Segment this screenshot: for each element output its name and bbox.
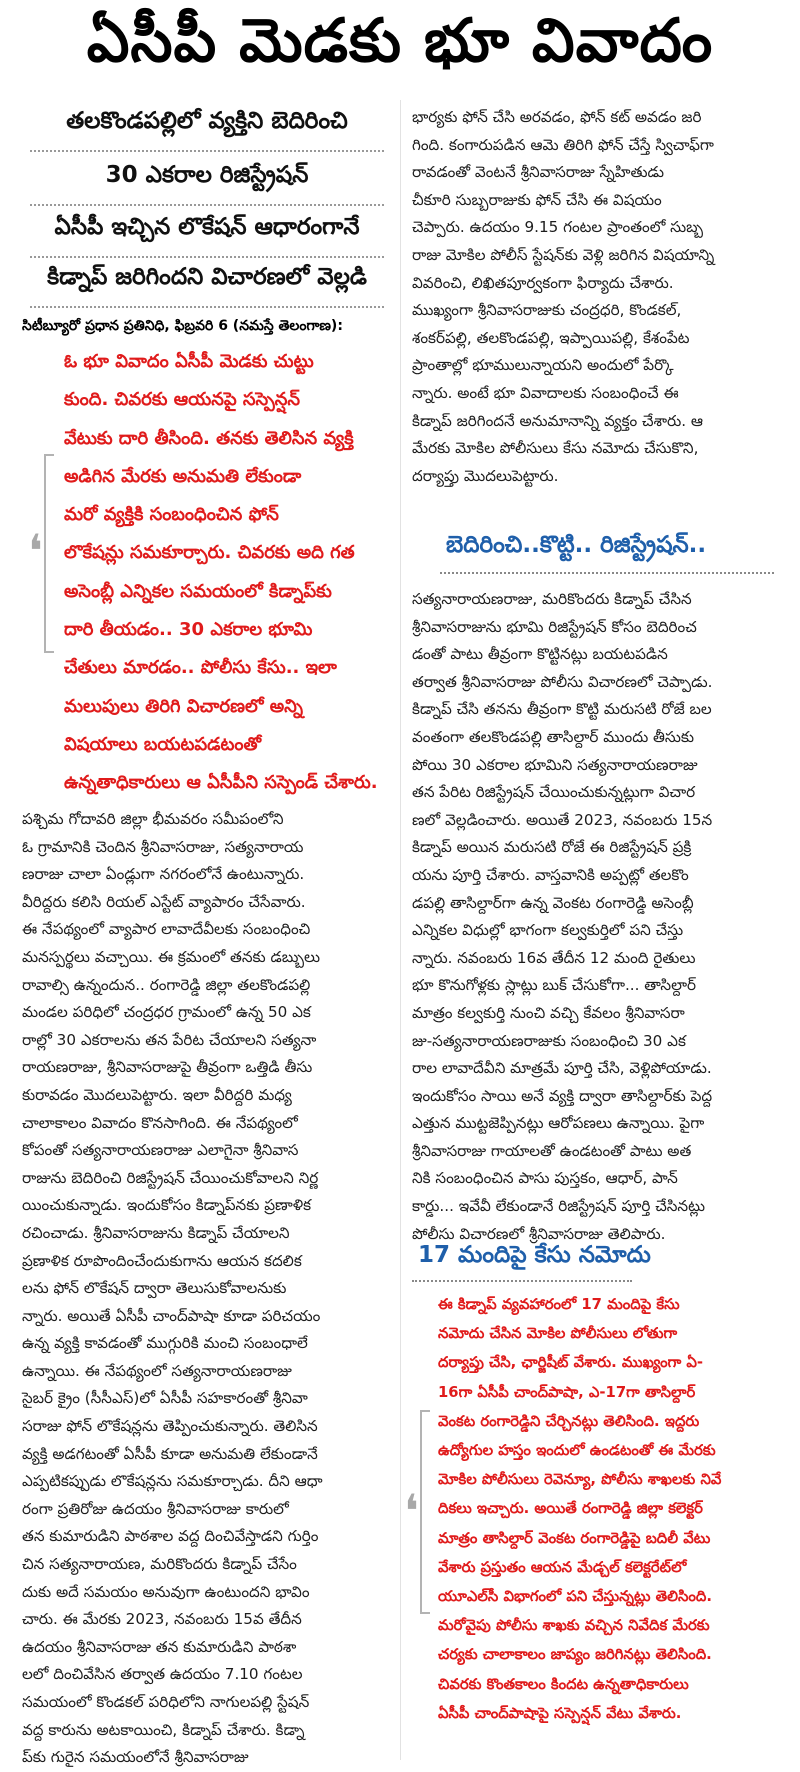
column-divider <box>400 100 401 1760</box>
body-line: రావాల్సి ఉన్నందున.. రంగారెడ్డి జిల్లా తలకొండపల్లి <box>22 975 311 994</box>
body-line: శ్రీనివాసరాజును భూమి రిజిస్ట్రేషన్ కోసం బెదిరించ <box>412 617 697 636</box>
body-line: జు-సత్యనారాయణరాజుకు సంబంధించి 30 ఎక <box>412 1031 686 1050</box>
subhead-underline <box>440 572 774 574</box>
body-line: ప్రాంతాల్లో భూములున్నాయని అందులో పేర్కొ <box>412 356 674 375</box>
pull-quote-line: చివరకు కొంతకాలం కిందట ఉన్నతాధికారులు <box>438 1675 689 1693</box>
pull-quote-line: చర్యకు చాలాకాలం జాప్యం జరిగినట్లు తెలిసింది. <box>438 1646 712 1664</box>
body-line: సైబర్ క్రైం (సీసీఎస్)లో ఏసీపీ సహకారంతో శ్రీనివా <box>22 1389 308 1408</box>
body-line: చీకూరి సుబ్బరాజుకు ఫోన్ చేసి ఈ విషయం <box>412 190 662 209</box>
body-column-left <box>22 806 390 1772</box>
body-line: చిన సత్యనారాయణ, మరికొందరు కిడ్నాప్ చేసేం <box>22 1555 297 1574</box>
body-line: రాజును బెదిరించి రిజిస్ట్రేషన్ చేయించుకోవాలని నిర్ణ <box>22 1168 319 1187</box>
body-line: మాత్రం కల్వకుర్తి నుంచి వచ్చి కేవలం శ్రీనివాసరా <box>412 1003 685 1022</box>
pull-quote-line: మోకిల పోలీసులు రెవెన్యూ, పోలీసు శాఖలకు నివే <box>438 1471 722 1489</box>
pull-quote-line: అడిగిన మేరకు అనుమతి లేకుండా <box>64 465 302 487</box>
pull-quote-right <box>438 1290 784 1728</box>
deck-line-4: కిడ్నాప్ జరిగిందని విచారణలో వెల్లడి <box>47 264 367 290</box>
body-line: భార్యకు ఫోన్ చేసి అరవడం, ఫోన్ కట్ అవడం జరి <box>412 108 702 126</box>
subhead-case-registered: 17 మందిపై కేసు నమోదు <box>418 1242 651 1268</box>
pull-quote-line: 16గా ఏసీపీ చాంద్‌పాషా, ఎ-17గా తాసిల్దార్ <box>438 1383 696 1401</box>
quote-icon: ❛ <box>28 524 43 578</box>
deck-line-1: తలకొండపల్లిలో వ్యక్తిని బెదిరించి <box>66 108 348 134</box>
quote-icon: ❛ <box>404 1484 419 1538</box>
pull-quote-line: ఉద్యోగుల హస్తం ఇందులో ఉండటంతో ఈ మేరకు <box>438 1442 716 1460</box>
body-line: చారు. ఈ మేరకు 2023, నవంబరు 15వ తేదీన <box>22 1610 302 1629</box>
pull-quote-line: ఓ భూ వివాదం ఏసీపీ మెడకు చుట్టు <box>64 351 314 372</box>
body-line: కిడ్నాప్ జరిగిందనే అనుమానాన్ని వ్యక్తం చేశారు. ఆ <box>412 411 704 430</box>
body-line: యించుకున్నాడు. ఇందుకోసం కిడ్నాప్‌నకు ప్రణాళిక <box>22 1196 312 1215</box>
subhead-underline <box>412 1280 632 1282</box>
body-line: తర్వాత శ్రీనివాసరాజు పోలీసు విచారణలో చెప్పాడు. <box>412 672 713 691</box>
body-line: యను పూర్తి చేశారు. వాస్తవానికి అప్పట్లో తలకొం <box>412 865 689 884</box>
body-line: వంతంగా తలకొండపల్లి తాసిల్దార్ ముందు తీసుకు <box>412 727 695 746</box>
body-line: ణరాజు చాలా ఏండ్లుగా నగరంలోనే ఉంటున్నారు. <box>22 865 305 884</box>
pull-quote-bracket <box>44 454 54 653</box>
body-line: ఉన్నాయి. ఈ నేపథ్యంలో సత్యనారాయణరాజు <box>22 1361 292 1380</box>
body-line: పోయి 30 ఎకరాల భూమిని సత్యనారాయణరాజు <box>412 755 698 774</box>
dateline: సిటీబ్యూరో ప్రధాన ప్రతినిధి, ఫిబ్రవరి 6 (నమస్తే తెలంగాణ): <box>22 318 343 334</box>
body-line: లను ఫోన్ లొకేషన్ ద్వారా తెలుసుకోవాలనుకు <box>22 1279 287 1298</box>
body-line: న్నారు. నవంబరు 16వ తేదీన 12 మంది రైతులు <box>412 948 696 967</box>
pull-quote-line: ఉన్నతాధికారులు ఆ ఏసీపీని సస్పెండ్ చేశారు. <box>64 772 378 794</box>
body-line: తన పేరిట రిజిస్ట్రేషన్ చేయించుకున్నట్లుగా విచార <box>412 783 696 802</box>
pull-quote-line: మరో వ్యక్తికి సంబంధించిన ఫోన్ <box>64 504 279 526</box>
body-line: మనస్పర్థలు వచ్చాయి. ఈ క్రమంలో తనకు డబ్బులు <box>22 947 321 966</box>
body-line: నికి సంబంధించిన పాసు పుస్తకం, ఆధార్, పాన్ <box>412 1169 678 1188</box>
body-line: సరాజు ఫోన్ లొకేషన్లను తెప్పించుకున్నారు. తెలిసిన <box>22 1417 318 1436</box>
body-line: కార్డు... ఇవేవీ లేకుండానే రిజిస్ట్రేషన్ పూర్తి చేసినట్లు <box>412 1197 706 1216</box>
body-line: పశ్చిమ గోదావరి జిల్లా భీమవరం సమీపంలోని <box>22 810 284 828</box>
pull-quote-line: చేతులు మారడం.. పోలీసు కేసు.. ఇలా <box>64 657 337 679</box>
pull-quote-line: ఏసీపీ చాంద్‌పాషాపై సస్పెన్షన్ వేటు వేశారు. <box>438 1704 682 1722</box>
pull-quote-line: వెంకట రంగారెడ్డిని చేర్చినట్లు తెలిసింది. ఇద్దరు <box>438 1412 700 1430</box>
pull-quote-bracket <box>420 1410 430 1614</box>
deck-line-3: ఏసీపీ ఇచ్చిన లొకేషన్ ఆధారంగానే <box>54 214 360 240</box>
body-line: ఎన్నికల విధుల్లో భాగంగా కల్వకుర్తిలో పని చేస్తు <box>412 921 684 940</box>
body-line: చాలాకాలం వివాదం కొనసాగింది. ఈ నేపథ్యంలో <box>22 1113 298 1132</box>
body-line: రంగా ప్రతిరోజు ఉదయం శ్రీనివాసరాజు కారులో <box>22 1499 289 1518</box>
body-line: కిడ్నాప్ అయిన మరుసటి రోజే ఈ రిజిస్ట్రేషన్ ప్రక్రి <box>412 838 692 857</box>
pull-quote-line: దారి తీయడం.. 30 ఎకరాల భూమి <box>64 619 313 641</box>
body-line: సత్యనారాయణరాజు, మరికొందరు కిడ్నాప్ చేసిన <box>412 590 692 608</box>
body-line: దర్యాప్తు మొదలుపెట్టారు. <box>412 466 559 485</box>
body-line: చెప్పారు. ఉదయం 9.15 గంటల ప్రాంతంలో సుబ్బ <box>412 218 704 237</box>
body-line: వ్యక్తి అడగటంతో ఏసీపీ కూడా అనుమతి లేకుండానే <box>22 1444 318 1463</box>
body-line: శంకర్‌పల్లి, తలకొండపల్లి, ఇప్పాయిపల్లి, కేశంపేట <box>412 328 690 347</box>
body-line: తన కుమారుడిని పాఠశాల వద్ద దించివేస్తాడని గుర్తిం <box>22 1527 319 1546</box>
body-column-right-mid <box>412 586 782 1248</box>
pull-quote-line: కుంది. చివరకు ఆయనపై సస్పెన్షన్ <box>64 389 300 411</box>
body-line: శ్రీనివాసరాజు గాయాలతో ఉండటంతో పాటు అత <box>412 1141 692 1160</box>
body-line: ఉన్న వ్యక్తి కావడంతో ముగ్గురికి మంచి సంబంధాలే <box>22 1334 308 1353</box>
pull-quote-line: దర్యాప్తు చేసి, ఛార్జిషీట్ వేశారు. ముఖ్యంగా ఏ- <box>438 1354 704 1372</box>
deck-divider <box>30 306 384 308</box>
body-line: ముఖ్యంగా శ్రీనివాసరాజుకు చంద్రధరి, కొండకల్, <box>412 301 682 320</box>
body-line: రాయణరాజు, శ్రీనివాసరాజుపై తీవ్రంగా ఒత్తిడి తీసు <box>22 1058 313 1077</box>
pull-quote-line: మాత్రం తాసిల్దార్ వెంకట రంగారెడ్డిపై బదిలీ వేటు <box>438 1529 711 1547</box>
body-line: ప్రణాళిక రూపొందించేందుకుగాను ఆయన కదలిక <box>22 1251 302 1270</box>
deck-line-2: 30 ఎకరాల రిజిస్ట్రేషన్ <box>105 162 309 188</box>
body-line: ణలో వెల్లడించారు. అయితే 2023, నవంబరు 15న <box>412 810 713 829</box>
pull-quote-line: మరోవైపు పోలీసు శాఖకు వచ్చిన నివేదిక మేరకు <box>438 1617 710 1635</box>
body-line: దుకు అదే సమయం అనువుగా ఉంటుందని భావిం <box>22 1582 310 1601</box>
body-line: ఎప్పటికప్పుడు లొకేషన్లను సమకూర్చాడు. దీని ఆధా <box>22 1472 323 1491</box>
body-line: ఉదయం శ్రీనివాసరాజు తన కుమారుడిని పాఠశా <box>22 1637 297 1656</box>
body-line: రాజు మోకిల పోలీస్ స్టేషన్‌కు వెళ్లి జరిగిన విషయాన్ని <box>412 245 715 264</box>
deck-divider <box>30 204 384 206</box>
pull-quote-line: యూఎల్‌సీ విభాగంలో పని చేస్తున్నట్లు తెలిసింది. <box>438 1588 712 1606</box>
deck-divider <box>30 150 384 152</box>
body-line: ఎత్తున ముట్టజెప్పినట్లు ఆరోపణలు ఉన్నాయి. పైగా <box>412 1114 705 1133</box>
body-line: రచించాడు. శ్రీనివాసరాజును కిడ్నాప్ చేయాలని <box>22 1223 290 1242</box>
pull-quote-left <box>64 343 390 803</box>
body-line: డపల్లి తాసిల్దార్‌గా ఉన్న వెంకట రంగారెడ్డి అసెంబ్లీ <box>412 893 694 912</box>
body-line: మేరకు మోకిల పోలీసులు కేసు నమోదు చేసుకొని, <box>412 439 699 458</box>
pull-quote-line: మలుపులు తిరిగి విచారణలో అన్ని <box>64 695 303 717</box>
body-line: ఓ గ్రామానికి చెందిన శ్రీనివాసరాజు, సత్యనారాయ <box>22 837 304 856</box>
pull-quote-line: వేశారు ప్రస్తుతం ఆయన మేడ్చల్ కలెక్టరేట్‌లో <box>438 1558 687 1576</box>
deck-divider <box>30 256 384 258</box>
body-line: కిడ్నాప్ చేసి తనను తీవ్రంగా కొట్టి మరుసటి రోజే బల <box>412 700 712 719</box>
body-line: ఈ నేపథ్యంలో వ్యాపార లావాదేవీలకు సంబంధించి <box>22 920 311 939</box>
body-line: సమయంలో కొండకల్ పరిధిలోని నాగులపల్లి స్టేషన్ <box>22 1693 310 1711</box>
body-line: న్నారు. అంటే భూ వివాదాలకు సంబంధించే ఈ <box>412 383 679 402</box>
body-line: వద్ద కారును అటకాయించి, కిడ్నాప్ చేశారు. కిడ్నా <box>22 1720 305 1739</box>
body-line: రాల్లో 30 ఎకరాలను తన పేరిట చేయాలని సత్యనా <box>22 1030 317 1049</box>
body-line: ప్‌కు గురైన సమయంలోనే శ్రీనివాసరాజు <box>22 1748 249 1767</box>
body-line: లలో దించివేసిన తర్వాత ఉదయం 7.10 గంటల <box>22 1665 303 1684</box>
pull-quote-line: లొకేషన్లు సమకూర్చారు. చివరకు అది గత <box>64 542 355 564</box>
body-line: రావడంతో వెంటనే శ్రీనివాసరాజు స్నేహితుడు <box>412 163 665 182</box>
body-line: మండల పరిధిలో చంద్రధర గ్రామంలో ఉన్న 50 ఎక <box>22 1003 311 1022</box>
pull-quote-line: అసెంబ్లీ ఎన్నికల సమయంలో కిడ్నాప్‌కు <box>64 580 332 602</box>
body-line: వివరించి, లిఖితపూర్వకంగా ఫిర్యాదు చేశారు. <box>412 273 674 292</box>
body-line: రాల లావాదేవీని మాత్రమే పూర్తి చేసి, వెళ్లిపోయాడు. <box>412 1059 712 1078</box>
body-column-right-top <box>412 104 782 490</box>
body-line: వీరిద్దరు కలిసి రియల్ ఎస్టేట్ వ్యాపారం చేసేవారు. <box>22 892 306 911</box>
body-line: డంతో పాటు తీవ్రంగా కొట్టినట్లు బయటపడిన <box>412 645 668 664</box>
pull-quote-line: ఈ కిడ్నాప్ వ్యవహారంలో 17 మందిపై కేసు <box>438 1296 680 1313</box>
pull-quote-line: నమోదు చేసిన మోకిల పోలీసులు లోతుగా <box>438 1325 678 1343</box>
body-line: గింది. కంగారుపడిన ఆమె తిరిగి ఫోన్ చేస్తే స్విచాఫ్‌గా <box>412 135 714 154</box>
pull-quote-line: విషయాలు బయటపడటంతో <box>64 733 262 755</box>
body-line: న్నారు. అయితే ఏసీపీ చాంద్‌పాషా కూడా పరిచయం <box>22 1306 321 1325</box>
subhead-threat-beating-registration: బెదిరించి..కొట్టి.. రిజిస్ట్రేషన్.. <box>446 532 707 558</box>
body-line: కోపంతో సత్యనారాయణరాజు ఎలాగైనా శ్రీనివాస <box>22 1141 299 1160</box>
body-line: కురావడం మొదలుపెట్టారు. ఇలా వీరిద్దరి మధ్య <box>22 1085 292 1104</box>
body-line: ఇందుకోసం సాయి అనే వ్యక్తి ద్వారా తాసిల్దార్‌కు పెద్ద <box>412 1086 713 1105</box>
body-line: పోలీసు విచారణలో శ్రీనివాసరాజు తెలిపారు. <box>412 1224 666 1243</box>
pull-quote-line: దికలు ఇచ్చారు. అయితే రంగారెడ్డి జిల్లా కలెక్టర్ <box>438 1500 703 1518</box>
pull-quote-line: వేటుకు దారి తీసింది. తనకు తెలిసిన వ్యక్తి <box>64 427 354 449</box>
headline: ఏసీపీ మెడకు భూ వివాదం <box>86 6 714 76</box>
body-line: భూ కొనుగోళ్లకు స్లాట్లు బుక్ చేసుకోగా... తాసిల్దార్ <box>412 976 696 995</box>
